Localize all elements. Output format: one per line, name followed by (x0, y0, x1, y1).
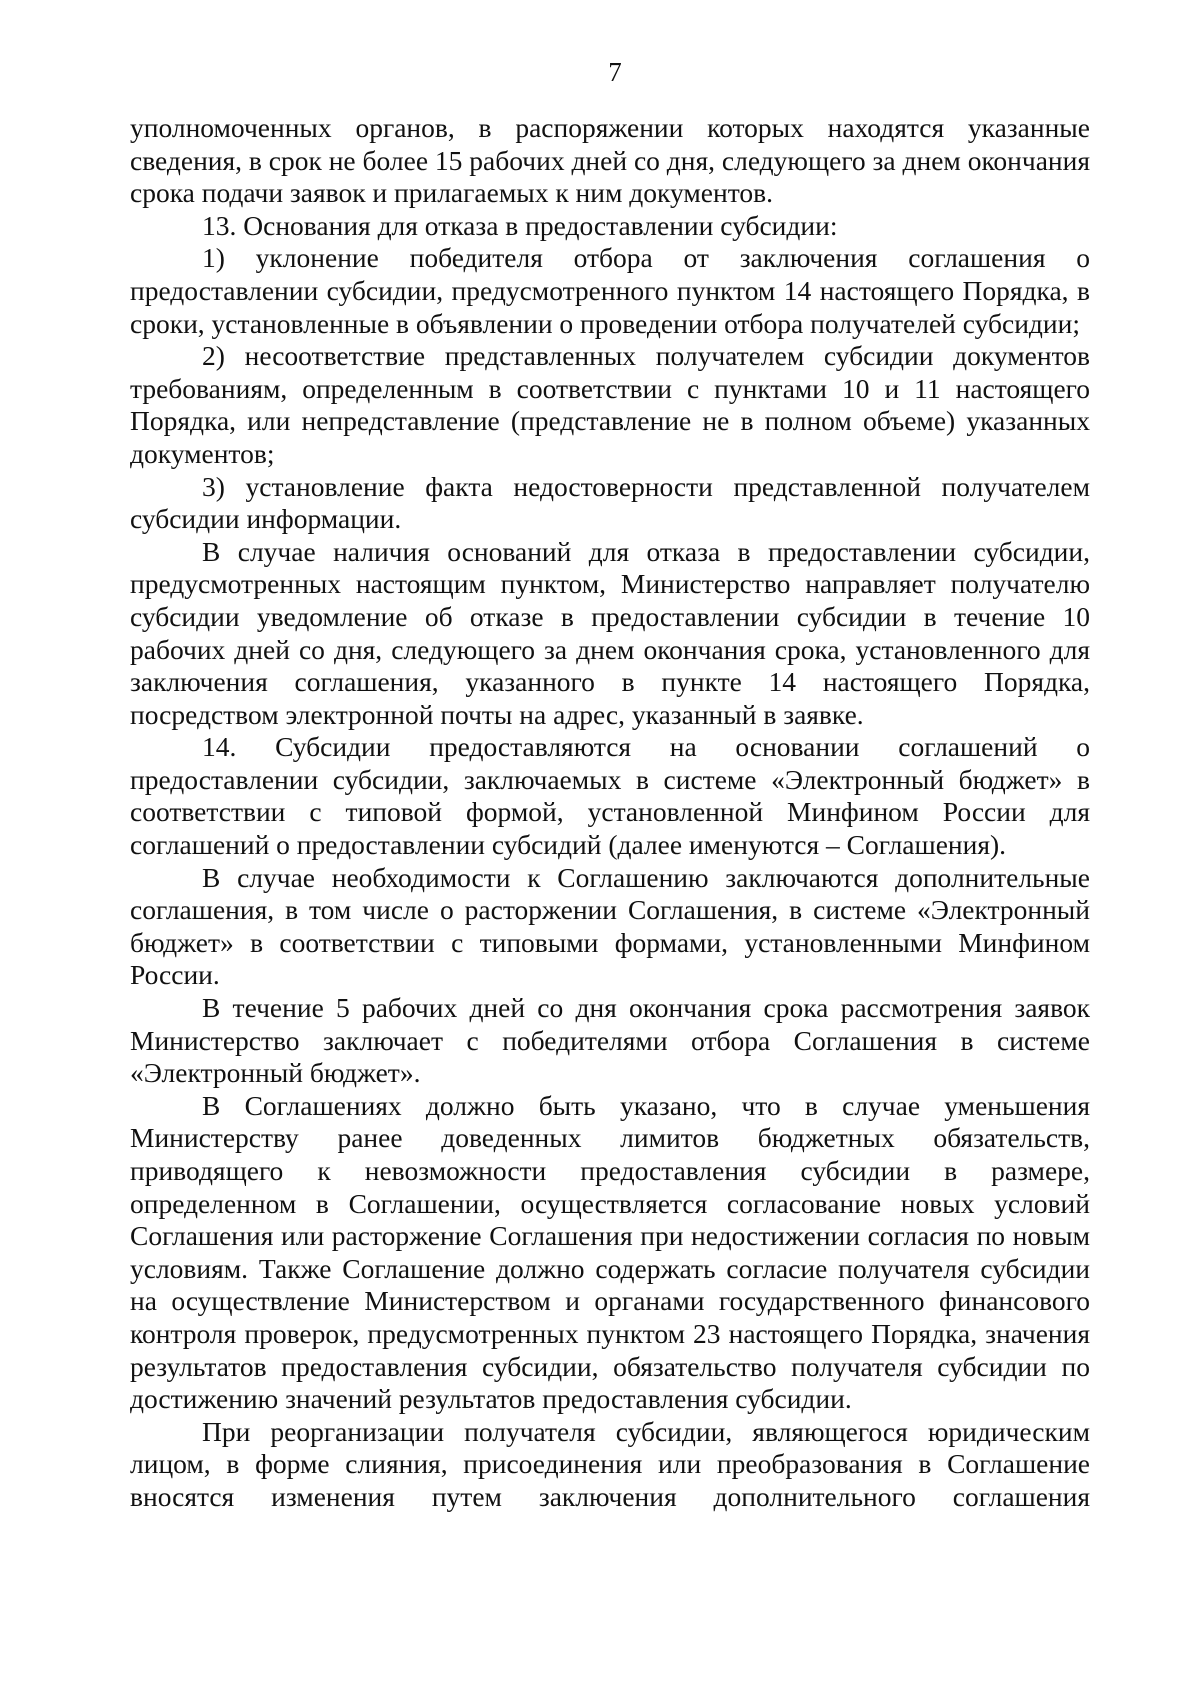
paragraph-item-13: 13. Основания для отказа в предоставлении субсидии: (202, 209, 838, 241)
paragraph-item-14: 14. Субсидии предоставляются на основании соглашений о предоставлении субсидии, заключаемых в системе «Электронный бюджет» в соответствии с типовой формой, установленной Минфином России для соглашений о предоставлении субсидий (далее именуются – Соглашения). (130, 731, 1090, 861)
paragraph-subitem-2: 2) несоответствие представленных получателем субсидии документов требованиям, определенным в соответствии с пунктами 10 и 11 настоящего Порядка, или непредставление (представление не в полном объеме) указанных документов; (130, 340, 1090, 469)
paragraph-agreement-terms: В Соглашениях должно быть указано, что в случае уменьшения Министерству ранее доведенных лимитов бюджетных обязательств, приводящего к невозможности предоставления субсидии в размере, определенном в Соглашении, осуществляется согласование новых условий Соглашения или расторжение Соглашения при недостижении согласия по новым условиям. Также Соглашение должно содержать согласие получателя субсидии на осуществление Министерством и органами государственного финансового контроля проверок, предусмотренных пунктом 23 настоящего Порядка, значения результатов предоставления субсидии, обязательство получателя субсидии по достижению значений результатов предоставления субсидии. (130, 1089, 1090, 1415)
paragraph-additional-agreements: В случае необходимости к Соглашению заключаются дополнительные соглашения, в том числе о расторжении Соглашения, в системе «Электронный бюджет» в соответствии с типовыми формами, установленными Минфином России. (130, 861, 1090, 991)
paragraph-subitem-3: 3) установление факта недостоверности представленной получателем субсидии информации. (130, 470, 1090, 535)
paragraph-reorganization: При реорганизации получателя субсидии, являющегося юридическим лицом, в форме слияния, присоединения или преобразования в Соглашение вносятся изменения путем заключения дополнительного соглашения (130, 1415, 1090, 1512)
paragraph-agreement-deadline: В течение 5 рабочих дней со дня окончания срока рассмотрения заявок Министерство заключает с победителями отбора Соглашения в системе «Электронный бюджет». (130, 992, 1090, 1089)
paragraph-subitem-1: 1) уклонение победителя отбора от заключения соглашения о предоставлении субсидии, предусмотренного пунктом 14 настоящего Порядка, в сроки, установленные в объявлении о проведении отбора получателей субсидии; (130, 242, 1090, 339)
page-number: 7 (608, 57, 622, 87)
paragraph-refusal-notice: В случае наличия оснований для отказа в предоставлении субсидии, предусмотренных настоящим пунктом, Министерство направляет получателю субсидии уведомление об отказе в предоставлении субсидии в течение 10 рабочих дней со дня, следующего за днем окончания срока, установленного для заключения соглашения, указанного в пункте 14 настоящего Порядка, посредством электронной почты на адрес, указанный в заявке. (130, 535, 1090, 730)
document-body (130, 112, 1090, 1514)
paragraph-continuation: уполномоченных органов, в распоряжении которых находятся указанные сведения, в срок не более 15 рабочих дней со дня, следующего за днем окончания срока подачи заявок и прилагаемых к ним документов. (130, 112, 1090, 209)
